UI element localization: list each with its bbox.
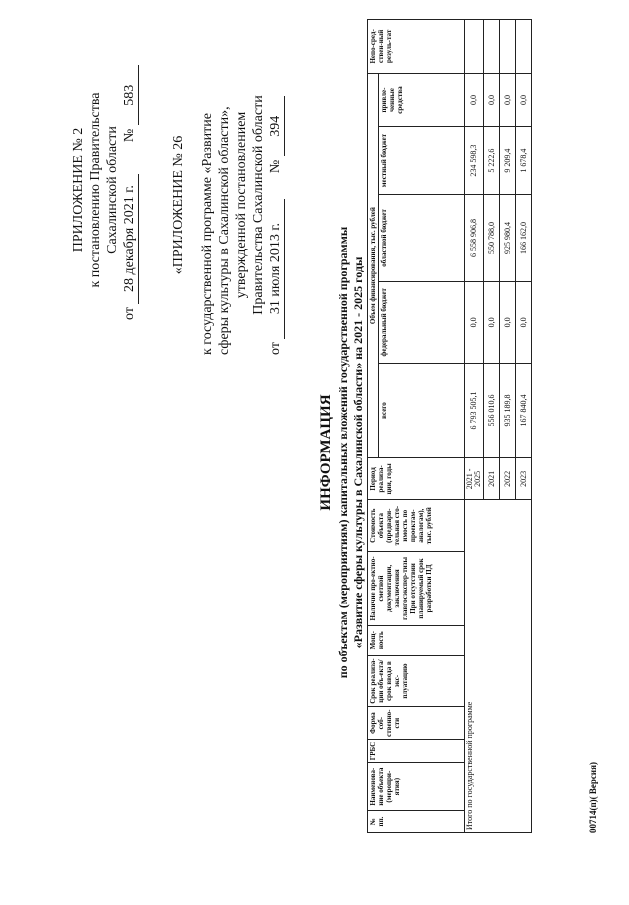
- col-header-term: Срок реализа-ции объ-екта/срок ввода в экс-плуатацию: [368, 655, 465, 707]
- doc-subtitle-1: по объектам (мероприятиям) капитальных вложений государственной программы: [336, 226, 350, 679]
- appendix-line2: Сахалинской области: [105, 126, 120, 254]
- appendix26-number: 394: [267, 96, 285, 156]
- appendix-from: от: [122, 307, 137, 320]
- cell-other: 0,0: [516, 73, 532, 127]
- cell-total: 6 793 505,1: [465, 363, 484, 458]
- cell-local: 234 598,3: [465, 127, 484, 194]
- appendix26-block: [170, 55, 285, 355]
- appendix26-line3: утвержденной постановлением: [234, 111, 249, 299]
- col-header-ownership: Форма соб-ственно-сти: [368, 707, 465, 739]
- appendix26-date-line: [267, 55, 285, 355]
- cell-result: [500, 20, 516, 74]
- cell-regional: 550 788,0: [484, 194, 500, 281]
- appendix26-line1: к государственной программе «Развитие: [200, 113, 215, 355]
- appendix-block: [70, 60, 139, 320]
- cell-federal: 0,0: [500, 282, 516, 363]
- cell-local: 5 222,6: [484, 127, 500, 194]
- col-header-num: № пп.: [368, 811, 465, 833]
- appendix-line1: к постановлению Правительства: [88, 92, 103, 288]
- cell-period: 2022: [500, 458, 516, 500]
- appendix-date-line: [121, 60, 139, 320]
- appendix-num-sign: №: [122, 128, 137, 143]
- cell-period: 2021: [484, 458, 500, 500]
- col-header-total: всего: [379, 363, 465, 458]
- col-header-docs: Наличие про-ектно-сметной документации, заключения главгосэкспер-тизы При отсутствии планируемый срок разработки ПД: [368, 552, 465, 626]
- appendix26-line2: сферы культуры в Сахалинской области»,: [217, 106, 232, 355]
- appendix26-title: «ПРИЛОЖЕНИЕ № 26: [171, 135, 186, 275]
- col-header-capacity: Мощ-ность: [368, 625, 465, 655]
- appendix26-date: 31 июля 2013 г.: [267, 199, 285, 339]
- col-header-name: Наименова-ние объекта (меропри-ятия): [368, 763, 465, 811]
- col-header-funding: Объем финансирования, тыс. рублей: [368, 73, 379, 458]
- cell-federal: 0,0: [465, 282, 484, 363]
- footer-version: 00714(п)( Версия): [588, 762, 598, 833]
- appendix26-line4: Правительства Сахалинской области: [251, 95, 266, 315]
- appendix-date: 28 декабря 2021 г.: [121, 174, 139, 304]
- appendix-title: ПРИЛОЖЕНИЕ № 2: [71, 127, 86, 253]
- capital-investment-table: [367, 19, 532, 833]
- col-header-result: Непо-сред-ствен-ный резуль-тат: [368, 20, 465, 74]
- cell-regional: 6 558 906,8: [465, 194, 484, 281]
- cell-local: 1 678,4: [516, 127, 532, 194]
- col-header-period: Период реализа-ции, годы: [368, 458, 465, 500]
- cell-result: [465, 20, 484, 74]
- cell-result: [516, 20, 532, 74]
- cell-regional: 925 980,4: [500, 194, 516, 281]
- cell-federal: 0,0: [484, 282, 500, 363]
- appendix26-num-sign: №: [268, 159, 283, 174]
- col-header-grbs: ГРБС: [368, 739, 465, 762]
- cell-total: 167 840,4: [516, 363, 532, 458]
- cell-total: 935 189,8: [500, 363, 516, 458]
- total-label: Итого по государственной программе: [465, 500, 532, 833]
- cell-result: [484, 20, 500, 74]
- col-header-cost: Стоимость объекта (предвари-тельная сто-имость по проектам-аналогам), тыс. рублей: [368, 500, 465, 552]
- cell-period: 2021 - 2025: [465, 458, 484, 500]
- appendix26-from: от: [268, 342, 283, 355]
- col-header-other: привле-ченные средства: [379, 73, 465, 127]
- cell-total: 556 010,6: [484, 363, 500, 458]
- col-header-regional: областной бюджет: [379, 194, 465, 281]
- col-header-local: местный бюджет: [379, 127, 465, 194]
- doc-subtitle-2: «Развитие сферы культуры в Сахалинской области» на 2021 - 2025 годы: [351, 256, 365, 649]
- cell-other: 0,0: [484, 73, 500, 127]
- appendix-number: 583: [121, 65, 139, 125]
- doc-title: ИНФОРМАЦИЯ: [318, 394, 334, 511]
- table-header-row-1: [368, 20, 379, 833]
- cell-federal: 0,0: [516, 282, 532, 363]
- col-header-federal: федеральный бюджет: [379, 282, 465, 363]
- cell-other: 0,0: [465, 73, 484, 127]
- cell-regional: 166 162,0: [516, 194, 532, 281]
- table-row: [465, 20, 484, 833]
- cell-other: 0,0: [500, 73, 516, 127]
- cell-period: 2023: [516, 458, 532, 500]
- cell-local: 9 209,4: [500, 127, 516, 194]
